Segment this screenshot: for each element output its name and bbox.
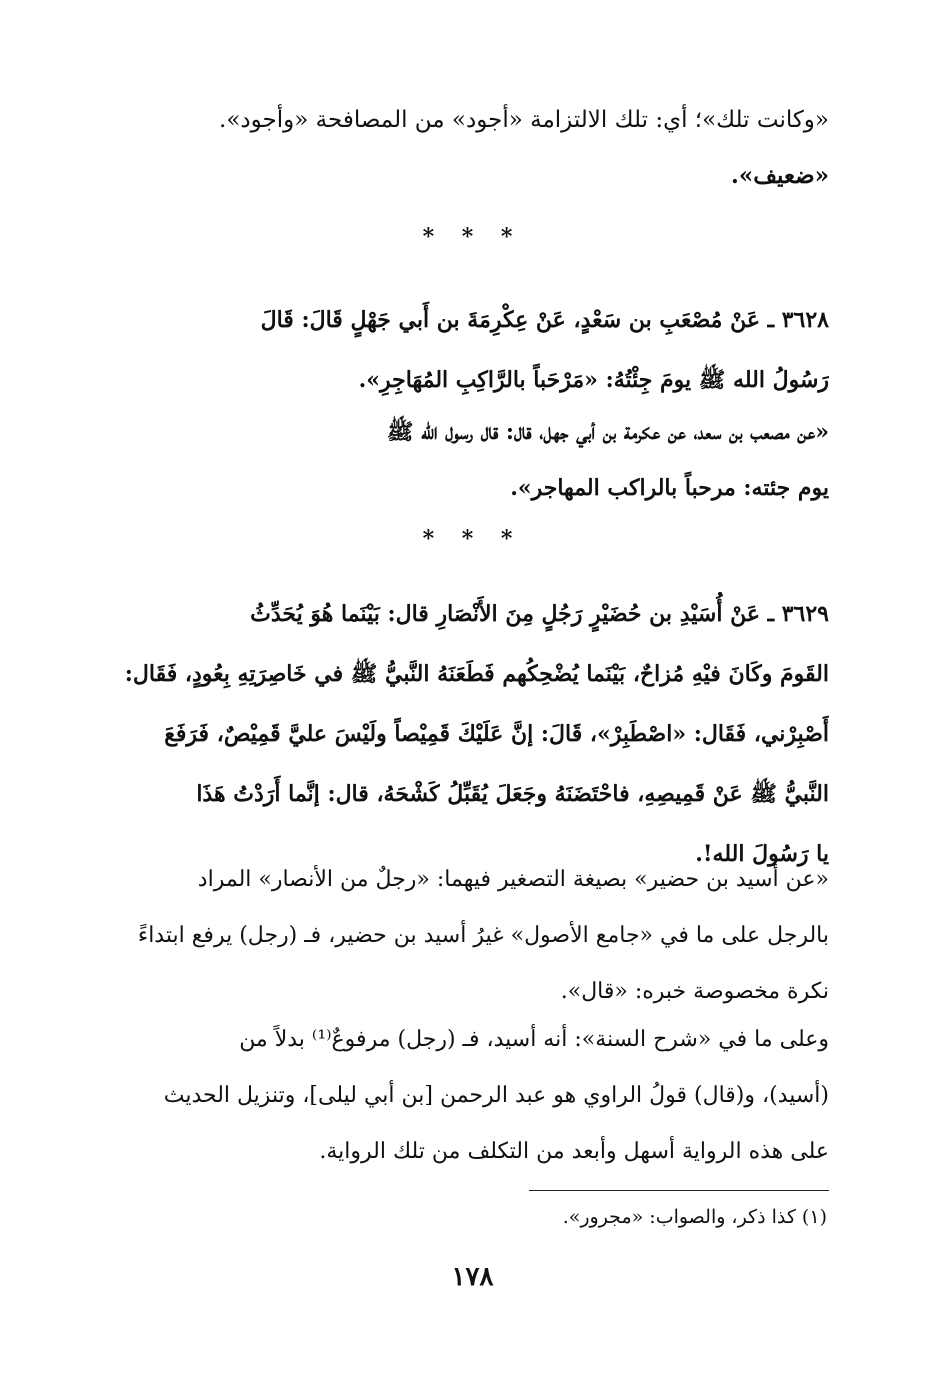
hadith-line: رَسُولُ الله ﷺ يومَ جِئْتُهُ: «مَرْحَباً بالرَّاكِبِ المُهَاجِرِ». (358, 367, 829, 393)
hadith-line: أَصْبِرْني، فَقَال: «اصْطَبِرْ»، قَالَ: إنَّ عَلَيْكَ قَمِيْصاً ولَيْسَ عليَّ قَمِيْصٌ، فَرَفَعَ (164, 721, 829, 747)
hadith-line: ٣٦٢٨ ـ عَنْ مُصْعَبِ بن سَعْدٍ، عَنْ عِكْرِمَةَ بن أَبي جَهْلٍ قَالَ: قَالَ (260, 307, 829, 333)
text-line: «ضعيف». (730, 162, 829, 189)
section-separator: * * * (422, 224, 523, 250)
text-line: نكرة مخصوصة خبره: «قال». (560, 979, 829, 1004)
commentary-3628 (113, 404, 829, 516)
text-line: «عن مصعب بن سعد، عن عكرمة بن أبي جهل، قال: قال رسول الله ﷺ (386, 419, 829, 445)
text-line: على هذه الرواية أسهل وأبعد من التكلف من تلك الرواية. (319, 1139, 829, 1164)
hadith-line: القَومَ وكَانَ فيْهِ مُزاحٌ، بَيْنَما يُضْحِكُهم فَطَعَنَهُ النَّبيُّ ﷺ في خَاصِرَتِهِ بِعُودٍ، فَقَال: (124, 661, 829, 687)
hadith-3629 (113, 584, 829, 884)
text-line: وعلى ما في «شرح السنة»: أنه أسيد، فـ (رجل) مرفوعٌ⁽¹⁾ بدلاً من (239, 1027, 829, 1052)
hadith-line: ٣٦٢٩ ـ عَنْ أُسَيْدِ بن حُضَيْرٍ رَجُلٍ مِنَ الأَنْصَارِ قال: بَيْنَما هُوَ يُحَدِّثُ (250, 601, 829, 627)
footnote-rule (529, 1190, 829, 1191)
commentary-3629-a (113, 852, 829, 1020)
commentary-3629-b (113, 1012, 829, 1180)
commentary-block-1 (113, 92, 829, 204)
hadith-3628 (113, 290, 829, 410)
hadith-line: النَّبيُّ ﷺ عَنْ قَمِيصِهِ، فاحْتَضَنَهُ وجَعَلَ يُقَبِّلُ كَشْحَهُ، قال: إنَّما أَرَدْتُ هَذَا (196, 781, 829, 807)
text-line: «عن أسيد بن حضير» بصيغة التصغير فيهما: «رجلٌ من الأنصار» المراد (197, 867, 829, 892)
page-number: ١٧٨ (451, 1262, 494, 1292)
text-line: بالرجل على ما في «جامع الأصول» غيرُ أسيد بن حضير، فـ (رجل) يرفع ابتداءً (137, 923, 829, 948)
footnote: (١) كذا ذكر، والصواب: «مجرور». (562, 1206, 827, 1228)
hadith-line: يا رَسُولَ الله!. (695, 841, 829, 867)
text-line: (أسيد)، و(قال) قولُ الراوي هو عبد الرحمن [بن أبي ليلى]، وتنزيل الحديث (163, 1083, 829, 1108)
text-line: «وكانت تلك»؛ أي: تلك الالتزامة «أجود» من المصافحة «وأجود». (219, 107, 829, 133)
section-separator: * * * (422, 526, 523, 552)
text-line: يوم جئته: مرحباً بالراكب المهاجر». (510, 475, 829, 501)
